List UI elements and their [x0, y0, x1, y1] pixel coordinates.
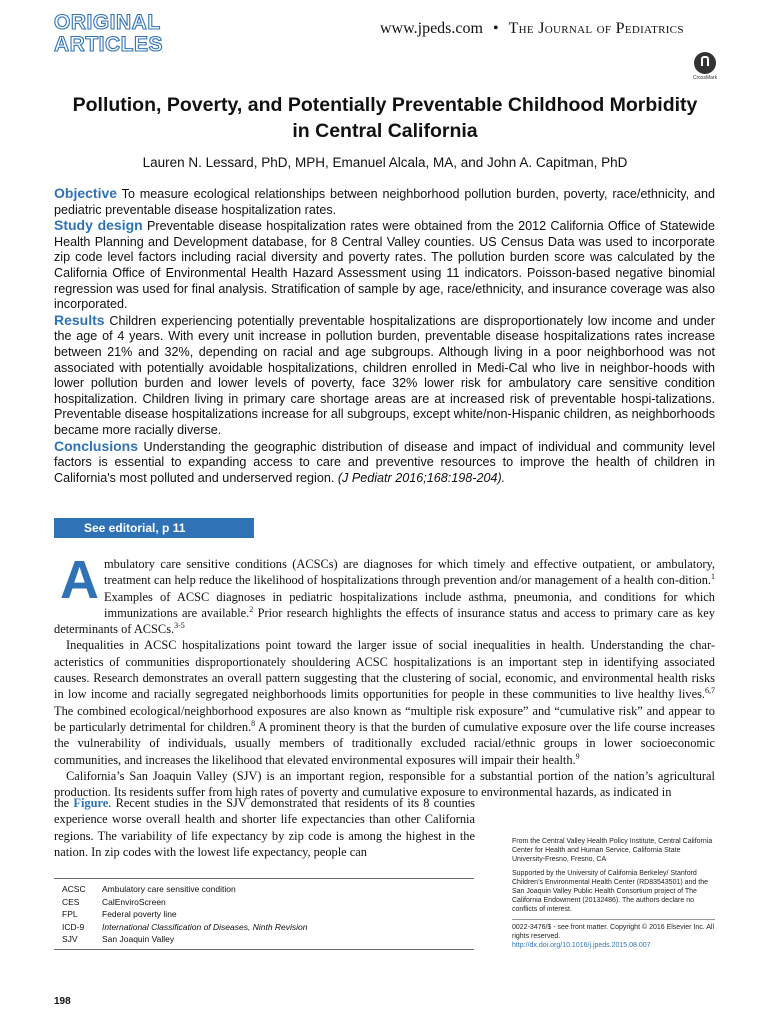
journal-url[interactable]: www.jpeds.com: [380, 20, 483, 37]
ref-9[interactable]: 9: [575, 751, 580, 761]
p1-text-b: Examples of ACSC diagnoses in pediatric hospitalizations include asthma, pneumonia, and conditions for which immunizations are available.: [104, 589, 715, 620]
abbr-def: CalEnviroScreen: [102, 896, 166, 907]
body-paragraph-1: [54, 550, 715, 637]
funding-note: Supported by the University of California Berkeley/ Stanford Children’s Environmental Health Center (RD83543501) and the San Joaquin Valley Public Health Consortium project of The California Endowment (20132486). The authors declare no conflicts of interest.: [512, 869, 708, 914]
abbreviation-row: [54, 921, 474, 934]
p2-text-a: Inequalities in ACSC hospitalizations point toward the larger issue of social inequalities in health. Understanding the char-acteristics of communities disproportionately shouldering ACSC hospitalizations is an important step in identifying associated causes. Research demonstrates an overall pattern suggesting that the clustering of social, economic, and environmental health risks in low income and racially segregated neighborhoods limits opportunities for people in these communities to live healthy lives.: [54, 638, 715, 702]
ref-3-5[interactable]: 3-5: [174, 621, 185, 631]
abbreviation-row: [54, 896, 474, 909]
ref-1[interactable]: 1: [711, 572, 715, 582]
article-title: [60, 92, 710, 144]
figure-link[interactable]: Figure: [73, 796, 109, 810]
see-editorial-link[interactable]: See editorial, p 11: [54, 518, 254, 538]
study-design-text: Preventable disease hospitalization rates were obtained from the 2012 California Office of Statewide Health Planning and Development database, for 8 Central Valley counties. US Census Data was used to incorporate zip code level factors including racial diversity and poverty rates. The pollution burden score was calculated by the California Office of Environmental Health Hazard Assessment using 11 indicators. Poisson-based negative binomial regression was used for final analysis. Stratification of sample by age, race/ethnicity, and insurance coverage was also incorporated.: [54, 219, 715, 312]
article-body: [54, 550, 715, 800]
title-line-1: Pollution, Poverty, and Potentially Preventable Childhood Morbidity: [72, 94, 698, 116]
sidebar-divider: [512, 919, 715, 920]
abbreviation-row: [54, 933, 474, 946]
ref-2[interactable]: 2: [249, 604, 254, 614]
abstract: [54, 186, 715, 486]
abstract-objective: [54, 186, 715, 218]
body-paragraph-3-cont: [54, 795, 475, 860]
objective-label: Objective: [54, 185, 118, 201]
results-text: Children experiencing potentially preventable hospitalizations are disproportionately low income and under the age of 4 years. With every unit increase in pollution burden, preventable disease hospitalizations rates increase between 21% and 32%, depending on racial and age subgroups. Although living in a poor neighborhood was not associated with potentially avoidable hospitalizations, children enrolled in Medi-Cal who live in neighbor-hoods with lower pollution burden and lower levels of poverty, face 32% lower risk for ambulatory care sensitive condition hospitalization. Children living in primary care shortage areas are at increased risk of preventable hospi-talizations. Preventable disease hospitalizations increase for all subgroups, except white/non-Hispanic children, as neighborhoods became more racially diverse.: [54, 313, 715, 437]
section-label: [54, 12, 163, 56]
abstract-results: [54, 313, 715, 439]
author-list: Lauren N. Lessard, PhD, MPH, Emanuel Alcala, MA, and John A. Capitman, PhD: [142, 155, 628, 170]
abbreviations-box: [54, 878, 474, 950]
abbreviation-row: [54, 883, 474, 896]
crossmark-badge[interactable]: [691, 52, 719, 81]
doi-link[interactable]: http://dx.doi.org/10.1016/j.jpeds.2015.08.007: [512, 942, 651, 950]
p1-text-c: Prior research highlights the effects of insurance status and access to primary care as key determinants of ACSCs.: [54, 605, 715, 637]
study-design-label: Study design: [54, 217, 143, 234]
article-footnote-sidebar: [512, 837, 715, 950]
copyright-note: 0022-3476/$ - see front matter. Copyright © 2016 Elsevier Inc. All rights reserved.: [512, 923, 715, 940]
p1-text-a: mbulatory care sensitive conditions (ACSCs) are diagnoses for which timely and effective outpatient, or ambulatory, treatment can help reduce the likelihood of hospitalizations through prevention and/or management of a health con-dition.: [104, 557, 715, 588]
p3-continued: [54, 795, 475, 860]
conclusions-text: Understanding the geographic distribution of disease and impact of individual and community level factors is essential to expanding access to care and preventive resources to improve the health of children in California's most polluted and underserved region.: [54, 439, 715, 485]
ref-8[interactable]: 8: [251, 718, 256, 728]
body-paragraph-2: [54, 637, 715, 767]
header-bullet: •: [492, 20, 499, 37]
abbr-def: Federal poverty line: [102, 909, 177, 919]
results-label: Results: [54, 311, 105, 328]
abstract-study-design: [54, 218, 715, 313]
ref-6-7[interactable]: 6,7: [705, 686, 715, 696]
abbr-def: San Joaquin Valley: [102, 934, 175, 944]
conclusions-label: Conclusions: [54, 437, 139, 454]
affiliation-note: From the Central Valley Health Policy Institute, Central California Center for Health and Human Service, California State University-Fresno, Fresno, CA: [512, 838, 713, 864]
crossmark-label: CrossMark: [692, 75, 718, 81]
abbr-key: CES: [62, 896, 80, 907]
crossmark-icon: [694, 52, 716, 74]
abbr-key: ACSC: [62, 884, 86, 894]
journal-name: The Journal of Pediatrics: [508, 20, 684, 37]
body-paragraph-3: California’s San Joaquin Valley (SJV) is an important region, responsible for a substantial portion of the nation’s agricultural production. Its residents suffer from high rates of poverty and cumulative exposure to environmental hazards, as indicated in: [54, 768, 715, 800]
citation: (J Pediatr 2016;168:198-204).: [337, 470, 506, 485]
abbr-key: ICD-9: [62, 921, 85, 932]
abbr-def: Ambulatory care sensitive condition: [102, 884, 236, 894]
journal-header: [380, 20, 684, 38]
abstract-conclusions: [54, 439, 715, 487]
title-line-2: in Central California: [292, 120, 478, 142]
p2-text-c: A prominent theory is that the burden of cumulative exposure over the life course increases the vulnerability of individuals, usually members of traditionally excluded racial/ethnic groups in lower socioeconomic communities, and increases the likelihood that elevated environmental exposures will impair their health.: [54, 719, 715, 767]
abbr-def: International Classification of Diseases, Ninth Revision: [102, 921, 308, 932]
objective-text: To measure ecological relationships between neighborhood pollution burden, poverty, race/ethnicity, and pediatric preventable disease hospitalization rates.: [54, 187, 715, 217]
abbr-key: FPL: [62, 909, 78, 919]
abbr-key: SJV: [62, 934, 78, 944]
drop-cap: A: [60, 550, 99, 610]
abbreviation-row: [54, 908, 474, 921]
p2-text-b: The combined ecological/neighborhood exposures are also known as “multiple risk exposure” and “cumulative risk” and appear to be particularly detrimental for children.: [54, 703, 715, 734]
page-number: 198: [54, 996, 71, 1007]
section-label-line1: ORIGINAL: [54, 11, 161, 34]
p3-prefix: the: [54, 796, 74, 810]
section-label-line2: ARTICLES: [54, 33, 163, 56]
p3-text-b: . Recent studies in the SJV demonstrated that residents of its 8 counties experience worse overall health and shorter life expectancies than other California regions. The variability of life expectancy by zip code is among the highest in the nation. In zip codes with the lowest life expectancy, people can: [54, 796, 475, 859]
